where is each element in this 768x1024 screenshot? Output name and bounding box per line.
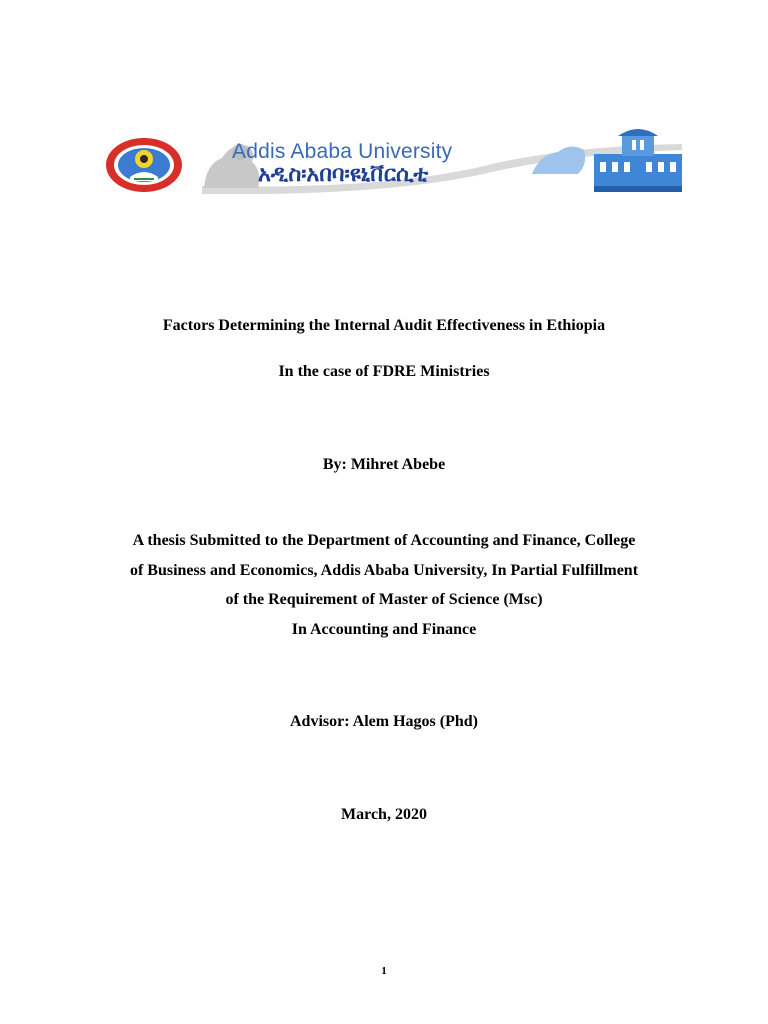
thesis-statement-line: of Business and Economics, Addis Ababa University, In Partial Fulfillment (129, 562, 639, 579)
thesis-subtitle: In the case of FDRE Ministries (278, 363, 490, 380)
thesis-statement-line: A thesis Submitted to the Department of Accounting and Finance, College (132, 532, 636, 549)
university-name-amharic: አዲስ፡አበባ፡ዩኒቨርሲቲ (258, 162, 429, 187)
page-number: 1 (381, 965, 387, 977)
thesis-advisor: Advisor: Alem Hagos (Phd) (290, 713, 478, 730)
thesis-title: Factors Determining the Internal Audit Effectiveness in Ethiopia (162, 317, 606, 334)
thesis-date: March, 2020 (341, 806, 427, 823)
thesis-statement-line: In Accounting and Finance (291, 621, 477, 638)
university-seal-icon (104, 137, 184, 193)
thesis-author: By: Mihret Abebe (322, 456, 446, 473)
thesis-statement-line: of the Requirement of Master of Science (Msc) (225, 591, 543, 608)
university-name-english: Addis Ababa University (232, 140, 453, 163)
